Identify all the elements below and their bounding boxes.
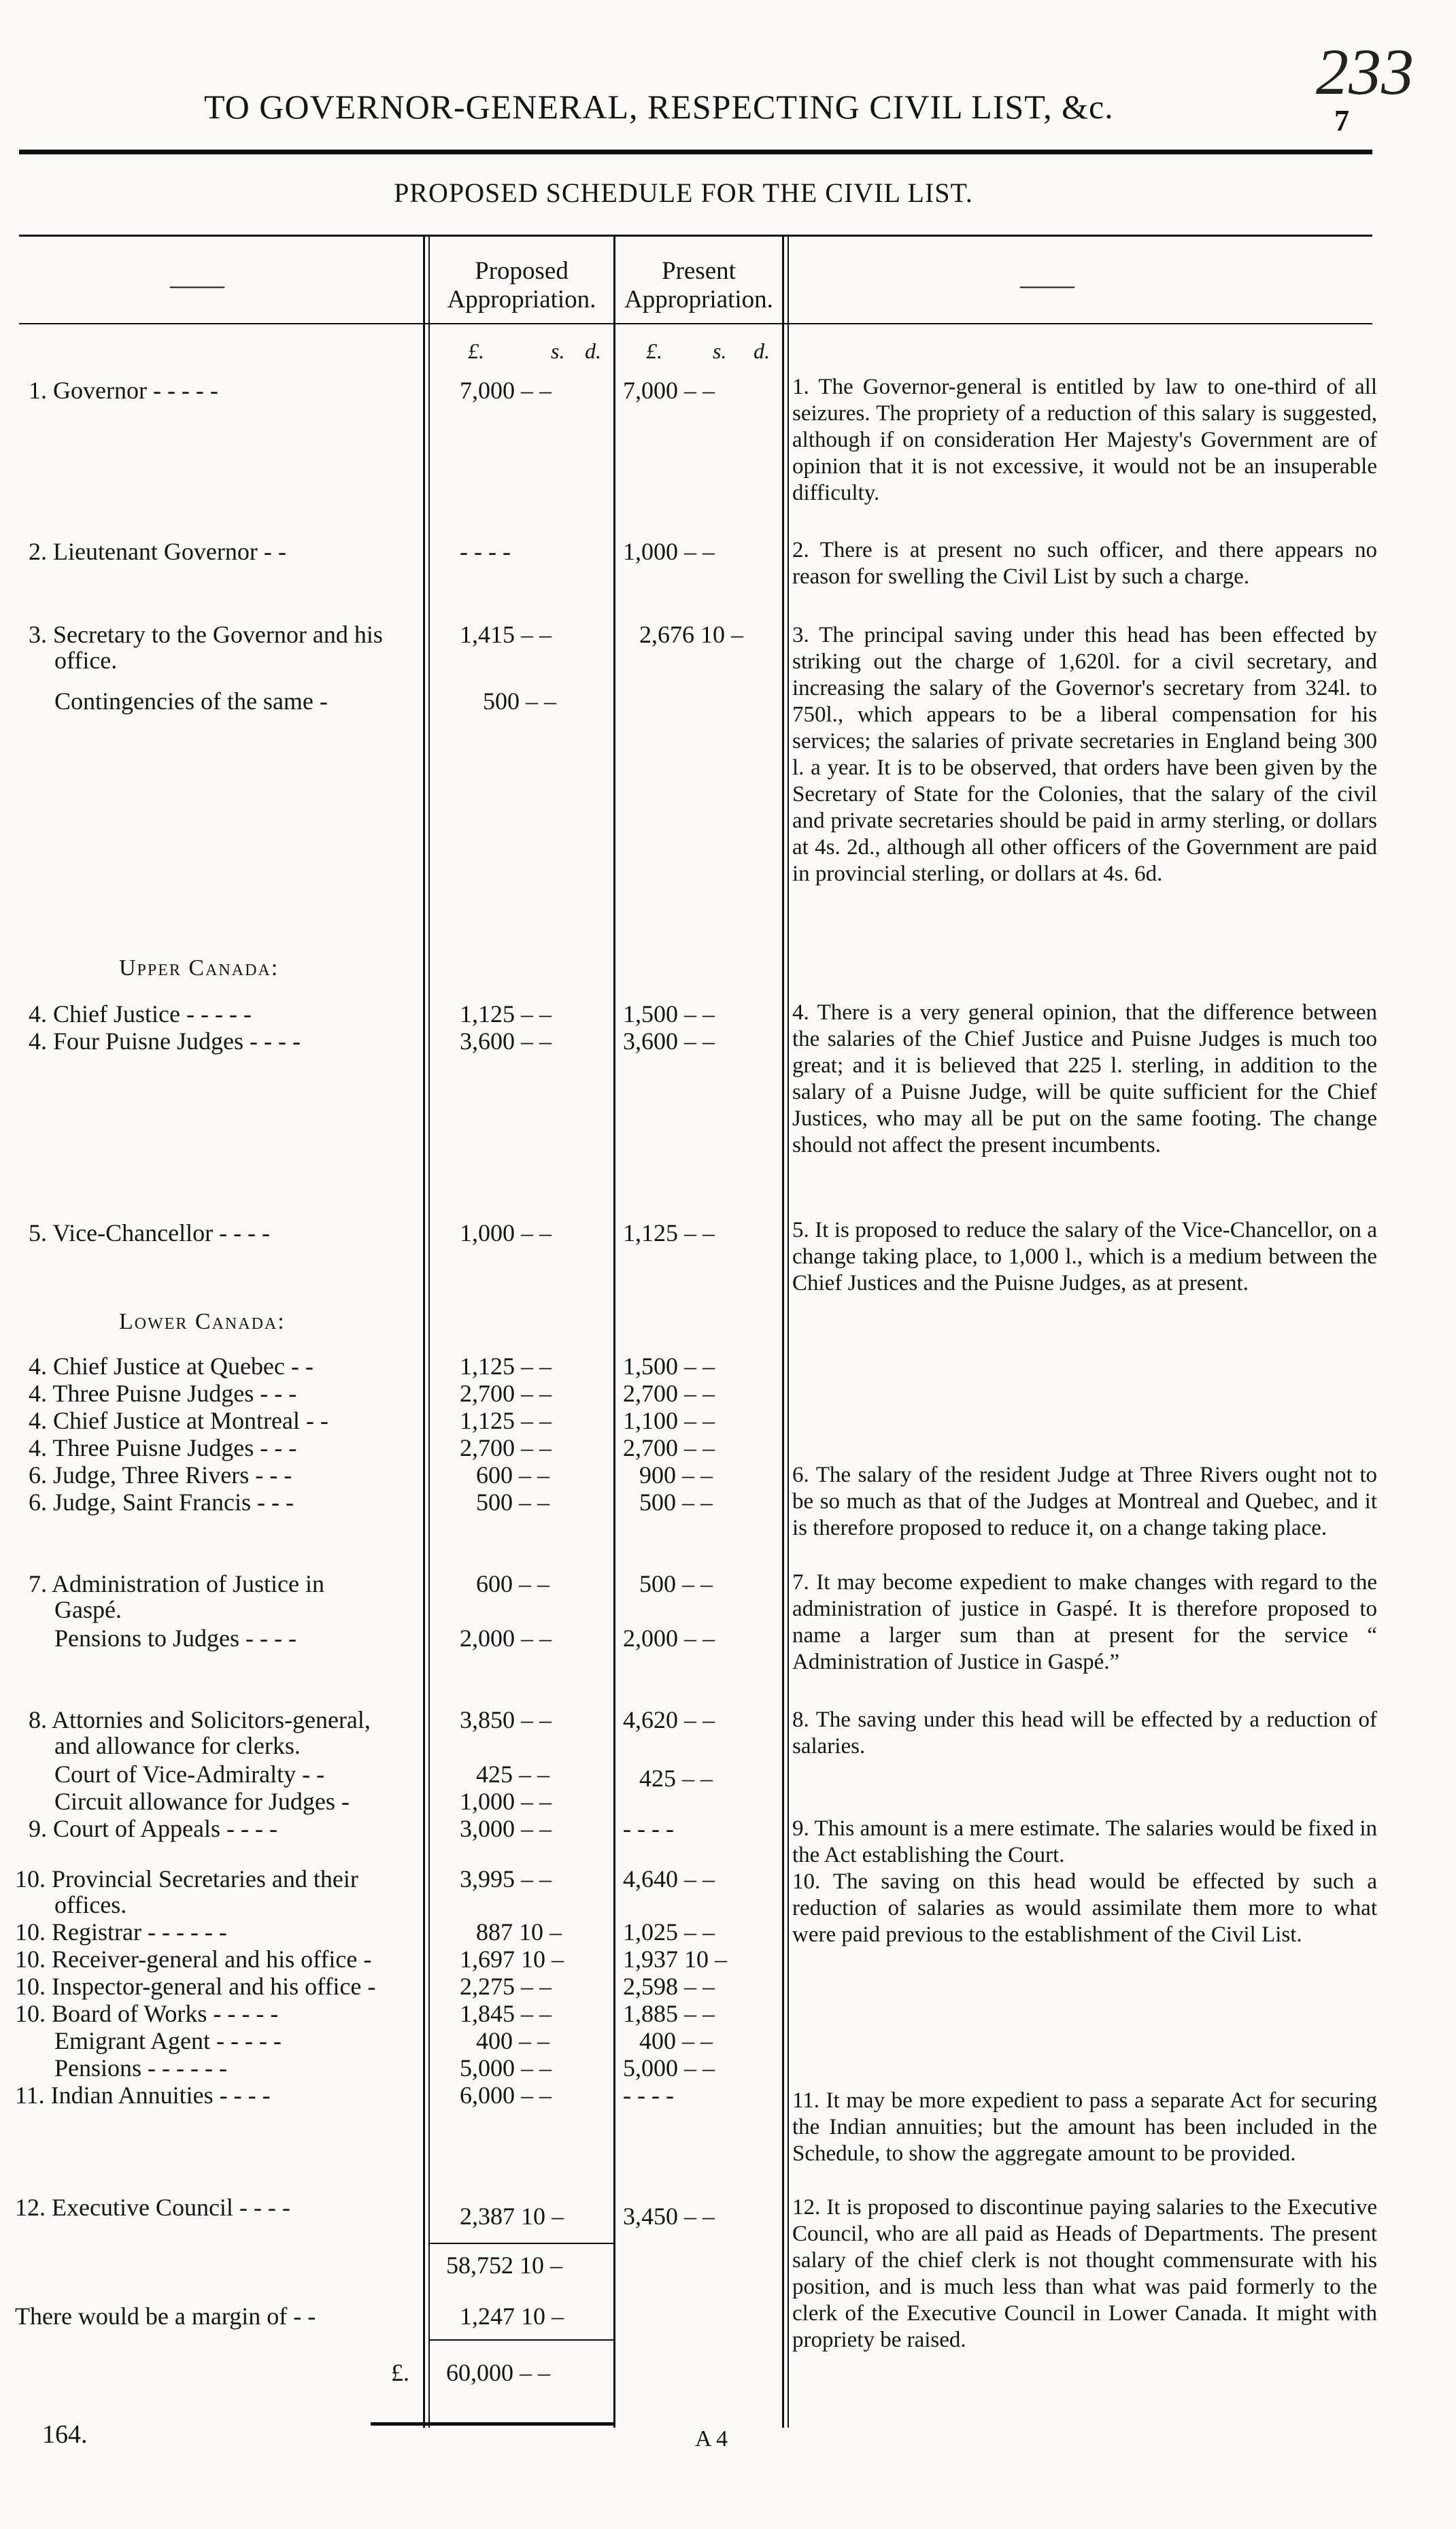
- present-amount: 2,676 10 –: [639, 621, 743, 648]
- row-label: 11. Indian Annuities - - - -: [15, 2082, 271, 2109]
- present-amount: 2,700 – –: [623, 1380, 715, 1407]
- row-label: 5. Vice-Chancellor - - - -: [29, 1219, 271, 1246]
- row-label: Contingencies of the same -: [54, 688, 328, 715]
- proposed-amount: 2,387 10 –: [460, 2203, 564, 2230]
- proposed-amount: 1,697 10 –: [460, 1946, 564, 1973]
- present-amount: 1,125 – –: [623, 1219, 715, 1246]
- note-5: 5. It is proposed to reduce the salary of the Vice-Chancellor, on a change taking place, to 1,000 l., which is a medium between the Chief Justices and the Puisne Judges, as at present.: [792, 1218, 1377, 1295]
- proposed-amount: - - - -: [460, 538, 511, 565]
- bottom-rule: [371, 2422, 615, 2426]
- note-11: 11. It may be more expedient to pass a separate Act for securing the Indian annuities; but the amount has been included in the Schedule, to show the aggregate amount to be provided.: [792, 2088, 1377, 2166]
- note-8: 8. The saving under this head will be effected by a reduction of salaries.: [792, 1708, 1377, 1759]
- proposed-amount: 7,000 – –: [460, 377, 552, 404]
- row-label: Court of Vice-Admiralty - -: [54, 1761, 325, 1788]
- proposed-amount: 1,000 – –: [460, 1788, 552, 1815]
- proposed-amount: 1,125 – –: [460, 1353, 552, 1380]
- present-amount: 425 – –: [639, 1765, 713, 1792]
- present-amount: 2,598 – –: [623, 1973, 715, 2000]
- present-amount: 1,500 – –: [623, 1000, 715, 1028]
- present-amount: 3,450 – –: [623, 2203, 715, 2230]
- column-divider: [428, 235, 430, 2428]
- unit-shilling: s.: [551, 339, 565, 363]
- proposed-amount: 1,000 – –: [460, 1219, 552, 1246]
- note-4: 4. There is a very general opinion, that the difference between the salaries of the Chief Justice and Puisne Judges is much too great; and it is believed that 225 l. sterling, in addition to the salary of a Puisne Judge, will be quite sufficient for the Chief Justices, who may all be put on the same footing. The change should not affect the present incumbents.: [792, 1000, 1377, 1157]
- proposed-amount: 3,850 – –: [460, 1706, 552, 1733]
- proposed-amount: 1,125 – –: [460, 1000, 552, 1028]
- present-amount: 400 – –: [639, 2027, 713, 2054]
- margin-amount: 1,247 10 –: [460, 2303, 564, 2330]
- row-label-continued: office.: [54, 647, 118, 674]
- proposed-amount: 600 – –: [476, 1570, 549, 1597]
- present-amount: 1,100 – –: [623, 1407, 715, 1434]
- present-amount: 1,025 – –: [623, 1918, 715, 1946]
- table-head-rule: [19, 323, 1372, 324]
- row-label: 4. Three Puisne Judges - - -: [29, 1380, 297, 1407]
- row-label: Pensions to Judges - - - -: [54, 1625, 297, 1652]
- row-label: 10. Receiver-general and his office -: [15, 1946, 372, 1973]
- proposed-amount: 500 – –: [483, 688, 556, 715]
- column-divider: [423, 235, 425, 2428]
- total-rule: [428, 2339, 615, 2341]
- proposed-amount: 2,700 – –: [460, 1380, 552, 1407]
- row-label-continued: and allowance for clerks.: [54, 1732, 301, 1759]
- column-divider: [782, 235, 784, 2428]
- section-heading: Lower Canada:: [119, 1309, 286, 1334]
- footer-left-number: 164.: [42, 2420, 88, 2449]
- present-amount: 500 – –: [639, 1489, 713, 1516]
- row-label: 4. Chief Justice - - - - -: [29, 1000, 252, 1028]
- row-label: Circuit allowance for Judges -: [54, 1788, 350, 1815]
- row-label: 6. Judge, Saint Francis - - -: [29, 1489, 294, 1516]
- note-9: 9. This amount is a mere estimate. The salaries would be fixed in the Act establishing the Court.: [792, 1816, 1377, 1867]
- row-label: 3. Secretary to the Governor and his: [29, 621, 383, 648]
- row-label: 4. Chief Justice at Montreal - -: [29, 1407, 328, 1434]
- note-6: 6. The salary of the resident Judge at Three Rivers ought not to be so much as that of the Judges at Montreal and Quebec, and it is therefore proposed to reduce it, on a change taking place.: [792, 1463, 1377, 1540]
- total-amount: 60,000 – –: [446, 2359, 550, 2386]
- proposed-amount: 425 – –: [476, 1761, 549, 1788]
- row-label: 4. Four Puisne Judges - - - -: [29, 1028, 301, 1055]
- proposed-amount: 600 – –: [476, 1461, 549, 1489]
- row-label: 7. Administration of Justice in: [29, 1570, 324, 1597]
- row-label: Emigrant Agent - - - - -: [54, 2027, 282, 2054]
- row-label: 4. Chief Justice at Quebec - -: [29, 1353, 314, 1380]
- proposed-amount: 2,275 – –: [460, 1973, 552, 2000]
- row-label: 6. Judge, Three Rivers - - -: [29, 1461, 292, 1489]
- row-label: 10. Board of Works - - - - -: [15, 2000, 279, 2027]
- proposed-amount: 500 – –: [476, 1489, 549, 1516]
- present-amount: 4,620 – –: [623, 1706, 715, 1733]
- present-amount: 2,700 – –: [623, 1434, 715, 1461]
- row-label: 12. Executive Council - - - -: [15, 2194, 290, 2221]
- present-amount: 900 – –: [639, 1461, 713, 1489]
- unit-pence: d.: [585, 339, 601, 363]
- header-rule: [19, 150, 1372, 154]
- proposed-amount: 400 – –: [476, 2027, 549, 2054]
- row-label: Pensions - - - - - -: [54, 2054, 227, 2082]
- unit-pound: £.: [468, 339, 484, 363]
- proposed-appropriation-header: Proposed Appropriation.: [447, 257, 596, 313]
- present-amount: 1,500 – –: [623, 1353, 715, 1380]
- note-7: 7. It may become expedient to make changes with regard to the administration of justice in Gaspé. It is therefore proposed to name a larger sum than at present for the service “ Administration of Justice in Gaspé.”: [792, 1570, 1377, 1674]
- proposed-amount: 3,600 – –: [460, 1028, 552, 1055]
- note-12: 12. It is proposed to discontinue paying salaries to the Executive Council, who are all paid as Heads of Departments. The present salary of the chief clerk is not thought commensurate with his position, and is much less than what was paid formerly to the clerk of the Executive Council in Lower Canada. It might with propriety be raised.: [792, 2195, 1377, 2352]
- left-column-dash: ——: [170, 269, 224, 300]
- proposed-amount: 3,000 – –: [460, 1815, 552, 1842]
- table-top-rule: [19, 235, 1372, 237]
- proposed-amount: 5,000 – –: [460, 2054, 552, 2082]
- page-number: 7: [1334, 104, 1349, 137]
- handwritten-page-number: 233: [1316, 35, 1414, 108]
- proposed-amount: 1,415 – –: [460, 621, 552, 648]
- present-amount: - - - -: [623, 2082, 674, 2109]
- note-3: 3. The principal saving under this head has been effected by striking out the charge of 1,620l. for a civil secretary, and increasing the salary of the Governor's secretary from 324l. to 750l., which appears to be a liberal compensation for his services; the salaries of private secretaries in England being 300 l. a year. It is to be observed, that orders have been given by the Secretary of State for the Colonies, that the salary of the civil and private secretaries should be paid in army sterling, or dollars at 4s. 2d., although all other officers of the Government are paid in provincial sterling, or dollars at 4s. 6d.: [792, 623, 1377, 886]
- present-amount: 7,000 – –: [623, 377, 715, 404]
- proposed-amount: 1,125 – –: [460, 1407, 552, 1434]
- proposed-amount: 2,000 – –: [460, 1625, 552, 1652]
- proposed-amount: 887 10 –: [476, 1918, 562, 1946]
- column-divider: [788, 235, 789, 2428]
- proposed-amount: 2,700 – –: [460, 1434, 552, 1461]
- note-2: 2. There is at present no such officer, and there appears no reason for swelling the Civil List by such a charge.: [792, 538, 1377, 589]
- present-appropriation-header: Present Appropriation.: [624, 257, 773, 313]
- present-amount: 1,885 – –: [623, 2000, 715, 2027]
- row-label: 10. Registrar - - - - - -: [15, 1918, 227, 1946]
- row-label-continued: offices.: [54, 1891, 127, 1918]
- section-heading: Upper Canada:: [119, 955, 280, 981]
- unit-pound: £.: [646, 339, 662, 363]
- row-label-continued: Gaspé.: [54, 1596, 122, 1623]
- row-label: 4. Three Puisne Judges - - -: [29, 1434, 297, 1461]
- proposed-amount: 1,845 – –: [460, 2000, 552, 2027]
- present-amount: 4,640 – –: [623, 1865, 715, 1892]
- row-label: 10. Provincial Secretaries and their: [15, 1865, 358, 1892]
- present-amount: - - - -: [623, 1815, 674, 1842]
- unit-pence: d.: [754, 339, 770, 363]
- margin-label: There would be a margin of - -: [15, 2303, 316, 2330]
- row-label: 10. Inspector-general and his office -: [15, 1973, 376, 2000]
- present-amount: 3,600 – –: [623, 1028, 715, 1055]
- row-label: 1. Governor - - - - -: [29, 377, 218, 404]
- running-head: TO GOVERNOR-GENERAL, RESPECTING CIVIL LIST, &c.: [204, 88, 1114, 126]
- present-amount: 1,000 – –: [623, 538, 715, 565]
- proposed-amount: 6,000 – –: [460, 2082, 552, 2109]
- right-column-dash: ——: [1020, 269, 1074, 300]
- present-amount: 1,937 10 –: [623, 1946, 727, 1973]
- subtotal-rule: [428, 2243, 615, 2244]
- present-amount: 500 – –: [639, 1570, 713, 1597]
- present-amount: 5,000 – –: [623, 2054, 715, 2082]
- column-divider: [613, 235, 615, 2428]
- row-label: 9. Court of Appeals - - - -: [29, 1815, 277, 1842]
- row-label: 8. Attornies and Solicitors-general,: [29, 1706, 371, 1733]
- total-unit: £.: [391, 2359, 409, 2386]
- signature-mark: A 4: [695, 2426, 728, 2451]
- note-1: 1. The Governor-general is entitled by law to one-third of all seizures. The propriety of a reduction of this salary is suggested, although if on consideration Her Majesty's Government are of opinion that it is not excessive, it would not be an insuperable difficulty.: [792, 375, 1377, 505]
- present-amount: 2,000 – –: [623, 1625, 715, 1652]
- unit-shilling: s.: [713, 339, 727, 363]
- schedule-title: PROPOSED SCHEDULE FOR THE CIVIL LIST.: [394, 177, 973, 208]
- subtotal-amount: 58,752 10 –: [446, 2252, 562, 2279]
- row-label: 2. Lieutenant Governor - -: [29, 538, 286, 565]
- proposed-amount: 3,995 – –: [460, 1865, 552, 1892]
- note-10: 10. The saving on this head would be effected by such a reduction of salaries as would assimilate them more to what were paid previous to the establishment of the Civil List.: [792, 1869, 1377, 1947]
